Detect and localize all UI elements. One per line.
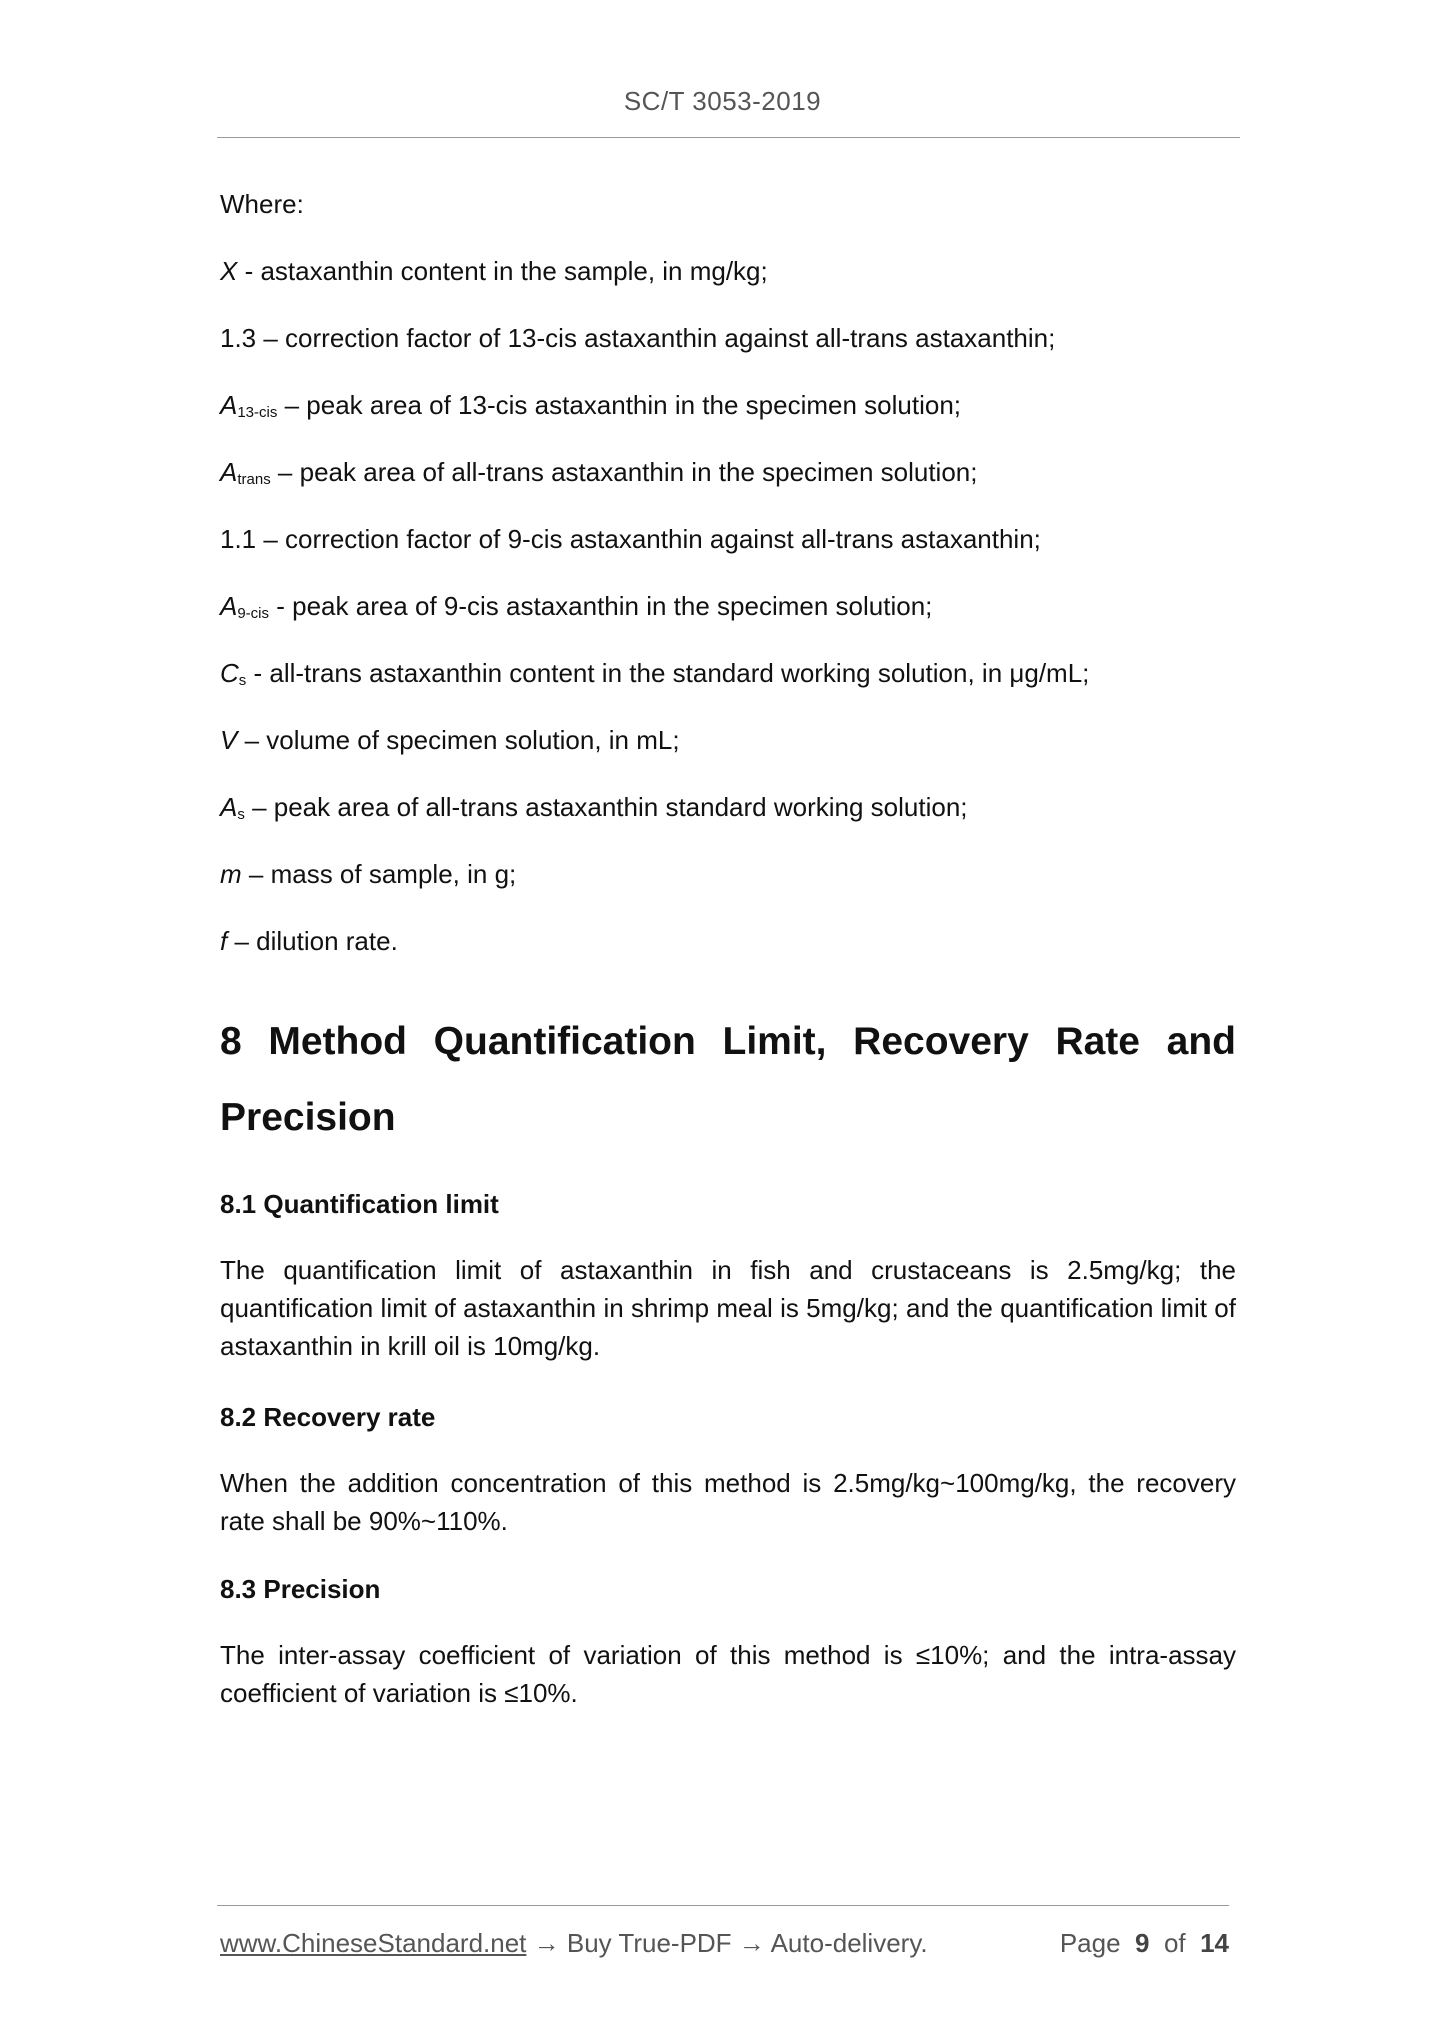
buy-pdf-text: Buy True-PDF [566,1928,732,1958]
total-pages: 14 [1200,1928,1229,1958]
definition-v [220,724,1236,756]
definition-factor-13cis [220,322,1236,354]
definition-f [220,925,1236,957]
section-8-heading-line2: Precision [220,1096,396,1139]
definition-subscript: 13-cis [237,404,278,421]
definition-x [220,255,1236,287]
definition-subscript: 9-cis [237,605,270,622]
section-8-1-heading: 8.1 Quantification limit [220,1189,499,1219]
definition-symbol: X [220,256,238,286]
footer-promo [220,1928,928,1959]
definition-separator: - [246,658,270,688]
arrow-right-icon: → [526,1928,567,1958]
definition-separator: – [270,457,300,487]
definition-text: peak area of 13-cis astaxanthin in the specimen solution; [306,390,962,420]
definition-symbol: A [220,591,238,621]
definition-m [220,858,1236,890]
header-divider [217,137,1240,138]
definition-symbol: V [220,725,238,755]
definition-factor-9cis [220,523,1236,555]
page-label: Page [1059,1928,1121,1958]
definition-text: peak area of 9-cis astaxanthin in the specimen solution; [292,591,933,621]
definition-separator: – [237,725,267,755]
arrow-right-icon: → [731,1928,771,1958]
definition-a9cis [220,590,1236,622]
section-8-heading-line1: 8 Method Quantification Limit, Recovery Rate and [220,1020,1236,1063]
definition-text: 1.1 – correction factor of 9-cis astaxanthin against all-trans astaxanthin; [220,524,1041,554]
definition-separator: - [269,591,293,621]
page-number [1060,1928,1229,1959]
website-link[interactable]: www.ChineseStandard.net [220,1928,527,1958]
definition-symbol: A [220,390,238,420]
definition-symbol: f [220,926,228,956]
definition-text: 1.3 – correction factor of 13-cis astaxanthin against all-trans astaxanthin; [220,323,1056,353]
definition-atrans [220,456,1236,488]
current-page: 9 [1135,1928,1150,1958]
section-8-heading [220,1004,1236,1156]
definition-cs [220,657,1236,689]
definition-text: peak area of all-trans astaxanthin in the specimen solution; [299,457,978,487]
document-code-header: SC/T 3053-2019 [623,86,822,116]
definition-subscript: s [238,672,247,689]
section-8-3-paragraph: The inter-assay coefficient of variation of this method is ≤10%; and the intra-assay coefficient of variation is ≤10%. [220,1640,1236,1708]
auto-delivery-text: Auto-delivery. [770,1928,928,1958]
of-label: of [1163,1928,1186,1958]
definition-text: volume of specimen solution, in mL; [266,725,680,755]
definition-text: all-trans astaxanthin content in the standard working solution, in μg/mL; [269,658,1090,688]
definition-separator: – [227,926,257,956]
definition-symbol: A [220,457,238,487]
section-8-3-heading: 8.3 Precision [220,1574,381,1604]
definition-separator: – [277,390,307,420]
definition-as [220,791,1236,823]
section-8-2-heading: 8.2 Recovery rate [220,1402,436,1432]
definition-text: peak area of all-trans astaxanthin standard working solution; [273,792,968,822]
definition-a13cis [220,389,1236,421]
footer-divider [217,1905,1229,1906]
section-8-2-paragraph: When the addition concentration of this method is 2.5mg/kg~100mg/kg, the recovery rate shall be 90%~110%. [220,1468,1236,1536]
definition-text: dilution rate. [256,926,398,956]
definition-separator: - [237,256,261,286]
definition-symbol: C [220,658,239,688]
definition-subscript: s [237,806,245,823]
definition-separator: – [244,792,274,822]
definition-subscript: trans [237,471,271,488]
where-label: Where: [220,189,304,219]
definition-symbol: A [220,792,238,822]
section-8-1-paragraph: The quantification limit of astaxanthin in fish and crustaceans is 2.5mg/kg; the quantification limit of astaxanthin in shrimp meal is 5mg/kg; and the quantification limit of astaxanthin in krill oil is 10mg/kg. [220,1255,1236,1361]
definition-separator: – [241,859,271,889]
definition-symbol: m [220,859,242,889]
definition-text: mass of sample, in g; [270,859,517,889]
definition-text: astaxanthin content in the sample, in mg/kg; [260,256,768,286]
